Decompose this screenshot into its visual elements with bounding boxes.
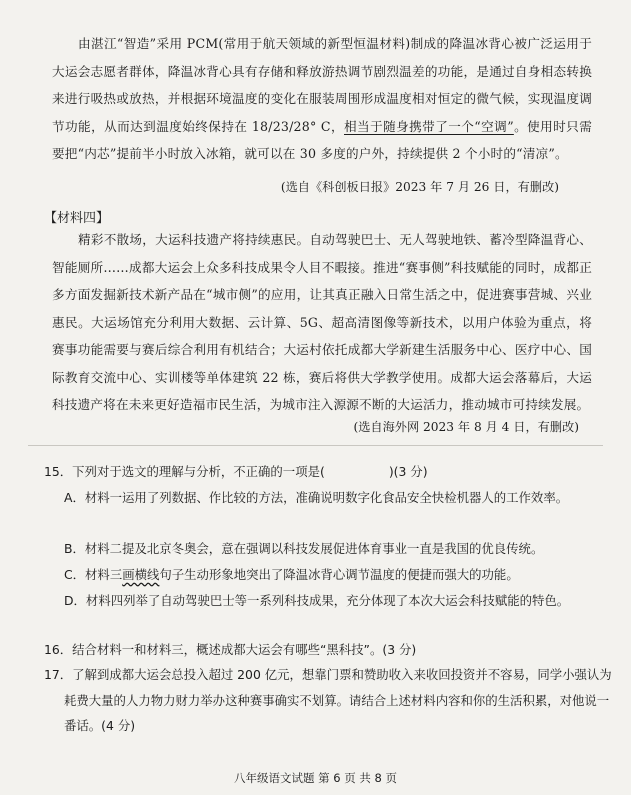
question-15-stem-end: )(3 分) <box>388 464 428 479</box>
question-15 <box>44 459 604 485</box>
material-3-passage <box>52 30 592 168</box>
source-citation-1: (选自《科创板日报》2023 年 7 月 26 日，有删改) <box>280 180 559 194</box>
question-17: 17．了解到成都大运会总投入超过 200 亿元，想靠门票和赞助收入来收回投资并不容易，同学小强认为耗费大量的人力物力财力举办这种赛事确实不划算。请结合上述材料内容和你的生活积累，对他说一番话。(4 分) <box>44 667 612 733</box>
option-b: B．材料二提及北京冬奥会，意在强调以科技发展促进体育事业一直是我国的优良传统。 <box>64 541 544 556</box>
question-15-stem: 15．下列对于选文的理解与分析，不正确的一项是( <box>44 464 325 479</box>
option-c-prefix: C．材料三 <box>64 567 123 582</box>
option-c-marked-phrase: 画横线 <box>122 567 160 582</box>
page-footer: 八年级语文试题 第 6 页 共 8 页 <box>233 771 398 785</box>
passage-text: 由湛江“智造”采用 PCM(常用于航天领域的新型恒温材料)制成的降温冰背心被广泛运用于大运会志愿者群体，降温冰背心具有存储和释放游热调节剧烈温差的功能，是通过自身相态转换来进行吸热或放热，并根据环境温度的变化在服装周围形成温度相对恒定的微气候，实现温度调节功能，从而达到温度始终保持在 18/23/28° C， <box>52 36 592 134</box>
passage-tail: 。使用时只需要把“内芯”提前半小时放入冰箱，就可以在 30 多度的户外，持续提供 2 个小时的“清凉”。 <box>52 118 592 161</box>
material-4-heading: 【材料四】 <box>44 211 110 226</box>
option-c <box>64 562 622 588</box>
source-citation-2: (选自海外网 2023 年 8 月 4 日，有删改) <box>353 420 579 434</box>
section-divider <box>28 445 603 446</box>
material-4-paragraph: 精彩不散场，大运科技遗产将持续惠民。自动驾驶巴士、无人驾驶地铁、蓄冷型降温背心、智能厕所……成都大运会上众多科技成果令人目不暇接。推进“赛事侧”科技赋能的同时，成都正多方面发掘新技术新产品在“城市侧”的应用，让其真正融入日常生活之中，促进赛事营城、兴业惠民。大运场馆充分利用大数据、云计算、5G、超高清图像等新技术，以用户体验为重点，将赛事功能需要与赛后综合利用有机结合；大运村依托成都大学新建生活服务中心、医疗中心、国际教育交流中心、实训楼等单体建筑 22 栋，赛后将供大学教学使用。成都大运会落幕后，大运科技遗产将在未来更好造福市民生活，为城市注入源源不断的大运活力，推动城市可持续发展。 <box>52 232 592 412</box>
option-c-text: 句子生动形象地突出了降温冰背心调节温度的便捷而强大的功能。 <box>159 567 519 582</box>
option-a: A．材料一运用了列数据、作比较的方法，准确说明数字化食品安全快检机器人的工作效率。 <box>64 490 569 505</box>
option-d: D．材料四列举了自动驾驶巴士等一系列科技成果，充分体现了本次大运会科技赋能的特色。 <box>64 593 570 608</box>
question-16: 16．结合材料一和材料三，概述成都大运会有哪些“黑科技”。(3 分) <box>44 642 417 657</box>
underlined-sentence: 相当于随身携带了一个“空调” <box>344 118 514 134</box>
